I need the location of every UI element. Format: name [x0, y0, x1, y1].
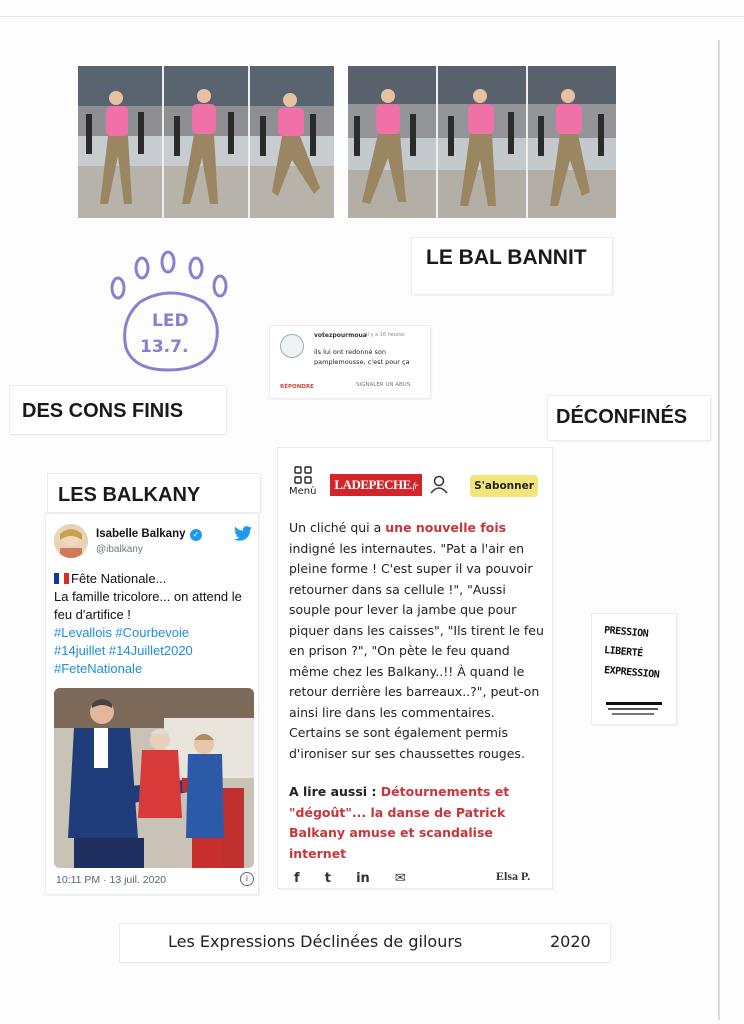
headline-bal-bannit: LE BAL BANNIT — [426, 246, 587, 269]
dance-photo-strip-right — [348, 66, 616, 218]
card-rule-2 — [608, 708, 658, 710]
twitter-bird-icon[interactable] — [234, 526, 252, 541]
tweet-line2: La famille tricolore... on attend le feu d'artifice ! — [54, 589, 242, 622]
headline-des-cons-finis-cutout — [10, 386, 226, 434]
headline-deconfines: DÉCONFINÉS — [556, 406, 688, 428]
logo-main: LADEPECHE — [334, 477, 411, 492]
mail-share-icon[interactable]: ✉ — [394, 871, 406, 886]
commenter-avatar — [280, 334, 304, 358]
article-text-after: indigné les internautes. "Pat a l'air en pleine forme ! C'est super il va pouvoir retourner dans sa cellule !", "Aussi souple pour lever la jambe que pour piquer dans les caisses", "Ils tirent le feu en prison ?", "On pète le feu quand même chez les Balkany..!! À quand le retour derrière les barreaux..?", peut-on ainsi lire dans les commentaires. Certains se sont également permis d'ironiser sur ses chaussettes rouges. — [289, 540, 544, 761]
tweet-line1 — [54, 570, 260, 588]
tweet-card — [46, 514, 258, 894]
linkedin-share-icon[interactable]: in — [356, 871, 370, 886]
dance-photo-strip-left — [78, 66, 334, 218]
user-account-icon[interactable] — [429, 474, 449, 494]
report-abuse-link[interactable]: SIGNALER UN ABUS — [356, 382, 411, 388]
facebook-share-icon[interactable]: f — [294, 871, 300, 886]
headline-les-balkany: LES BALKANY — [58, 484, 201, 506]
tweet-author-handle[interactable]: @ibalkany — [96, 544, 143, 555]
pression-liberte-card — [592, 614, 676, 724]
comment-card — [270, 326, 430, 398]
tweet-avatar[interactable] — [54, 524, 88, 558]
tweet-hashtags-2[interactable]: #14juillet #14Juillet2020 — [54, 643, 193, 658]
tweet-hashtags-3[interactable]: #FeteNationale — [54, 661, 143, 676]
paper-edge-right — [718, 40, 720, 1020]
ladepeche-logo[interactable] — [330, 474, 422, 496]
card-rule-3 — [612, 713, 654, 715]
pression-line3: EXPRESSION — [603, 664, 660, 681]
headline-des-cons-finis: DES CONS FINIS — [22, 400, 184, 422]
stamp-line1: LED — [152, 311, 189, 331]
subscribe-button[interactable]: S'abonner — [470, 475, 538, 497]
read-also-link[interactable]: Détournements et "dégoût"... la danse de Patrick Balkany amuse et scandalise internet — [289, 784, 510, 861]
comment-user: votezpourmoua — [314, 332, 367, 339]
logo-suffix: .fr — [410, 481, 418, 491]
headline-les-balkany-cutout — [48, 474, 260, 512]
comment-text: ils lui ont redonné son pamplemousse, c'est pour ça — [314, 348, 410, 366]
reply-link[interactable]: RÉPONDRE — [280, 384, 314, 390]
paw-stamp-icon — [100, 240, 240, 376]
tweet-body — [54, 570, 260, 678]
verified-badge-icon: ✓ — [190, 529, 202, 541]
menu-grid-icon[interactable] — [294, 466, 312, 484]
article-text-before: Un cliché qui a — [289, 520, 386, 535]
stamp-line2: 13.7. — [140, 337, 189, 357]
french-flag-icon — [54, 573, 69, 584]
footer-label: Les Expressions Déclinées de gilours — [168, 932, 463, 951]
info-icon[interactable]: i — [240, 872, 254, 886]
ladepeche-article-cutout — [278, 448, 552, 888]
tweet-line1-text: Fête Nationale... — [71, 571, 167, 586]
headline-deconfines-cutout — [548, 396, 710, 440]
article-body — [289, 518, 545, 764]
share-bar — [294, 868, 426, 884]
read-also-block — [289, 782, 545, 864]
menu-label[interactable]: Menù — [289, 486, 317, 497]
pression-line1: PRESSION — [603, 624, 649, 640]
read-also-label: A lire aussi : — [289, 784, 381, 799]
article-author: Elsa P. — [496, 869, 531, 883]
twitter-share-icon[interactable]: t — [324, 871, 331, 886]
comment-time: Il y a 16 heures — [366, 332, 405, 338]
footer-year: 2020 — [550, 932, 591, 951]
tweet-hashtags-1[interactable]: #Levallois #Courbevoie — [54, 625, 190, 640]
paper-edge-top — [0, 16, 744, 17]
footer-strip — [120, 924, 610, 962]
headline-bal-bannit-cutout — [412, 238, 612, 294]
tweet-author-name[interactable]: Isabelle Balkany — [96, 528, 186, 540]
pression-line2: LIBERTÉ — [603, 644, 644, 660]
paw-stamp — [100, 240, 240, 376]
card-rule-1 — [606, 702, 662, 705]
article-highlight-link[interactable]: une nouvelle fois — [385, 520, 507, 535]
tweet-photo[interactable] — [54, 688, 254, 868]
tweet-date[interactable]: 10:11 PM · 13 juil. 2020 — [56, 874, 167, 886]
